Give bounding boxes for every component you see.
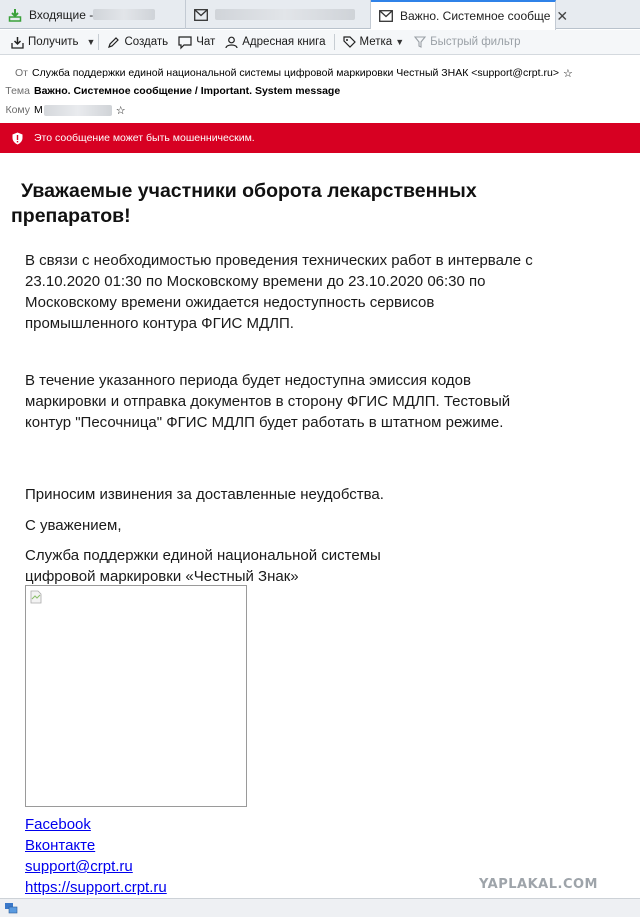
to-value[interactable]: M (34, 104, 43, 116)
toolbar-divider (98, 34, 99, 50)
paragraph-unavailable: В течение указанного периода будет недоступна эмиссия кодов маркировки и отправка документов в сторону ФГИС МДЛП. Тестовый контур "Песочница" ФГИС МДЛП будет работать в штатном режиме. (25, 372, 511, 431)
broken-image-icon (30, 590, 42, 604)
paragraph-apology: Приносим извинения за доставленные неудобства. (25, 486, 384, 503)
tab-inbox[interactable] (0, 0, 186, 29)
tag-icon (343, 36, 356, 49)
from-label: От (15, 67, 28, 79)
address-book-button[interactable]: Адресная книга (220, 32, 330, 53)
from-value[interactable]: Служба поддержки единой национальной системы цифровой маркировки Честный ЗНАК <support@crpt.ru> (32, 67, 559, 79)
watermark: YAPLAKAL.COM (479, 877, 598, 892)
chevron-down-icon[interactable]: ▼ (86, 37, 96, 47)
tab-message-active-label: Важно. Системное сообще (400, 9, 551, 23)
tab-message-2[interactable] (186, 0, 371, 29)
message-header (0, 56, 640, 122)
link-vkontakte[interactable]: Вконтакте (25, 837, 96, 854)
scam-warning-text: Это сообщение может быть мошенническим. (34, 132, 255, 144)
star-icon[interactable]: ☆ (562, 67, 573, 80)
get-messages-button[interactable]: Получить (6, 32, 84, 53)
subject-label: Тема (5, 85, 30, 97)
tag-button[interactable]: Метка ▼ (338, 32, 410, 53)
subject-row (0, 81, 340, 101)
inbox-icon (8, 8, 22, 22)
filter-icon (414, 36, 426, 48)
link-facebook[interactable]: Facebook (25, 816, 91, 833)
to-row (0, 100, 126, 120)
chat-button[interactable]: Чат (173, 32, 220, 53)
links-list (25, 814, 167, 898)
link-support-site[interactable]: https://support.crpt.ru (25, 879, 167, 896)
from-row (0, 63, 573, 83)
redacted-subject (215, 9, 355, 20)
download-icon (11, 36, 24, 49)
tab-bar (0, 0, 640, 29)
message-heading: Уважаемые участники оборота лекарственных препаратов! (11, 180, 477, 227)
paragraph-regards: С уважением, (25, 517, 122, 534)
redacted-recipient (44, 105, 112, 116)
shield-warning-icon (12, 132, 23, 145)
envelope-icon (194, 8, 208, 22)
quick-filter-button[interactable]: Быстрый фильтр (409, 32, 525, 53)
close-icon[interactable]: ✕ (556, 7, 569, 24)
subject-value: Важно. Системное сообщение / Important. System message (34, 85, 341, 97)
pencil-icon (107, 36, 120, 49)
compose-button[interactable]: Создать (102, 32, 173, 53)
main-toolbar (0, 30, 640, 55)
scam-warning-bar (0, 123, 640, 153)
to-label: Кому (5, 104, 30, 116)
chat-icon (178, 36, 192, 49)
chevron-down-icon: ▼ (395, 37, 405, 47)
toolbar-divider (334, 34, 335, 50)
contacts-icon (225, 36, 238, 49)
connection-icon (4, 902, 18, 914)
paragraph-maintenance: В связи с необходимостью проведения технических работ в интервале с 23.10.2020 01:30 по Московскому времени до 23.10.2020 06:30 по Московскому времени ожидается недоступность сервисов промышленного контура ФГИС МДЛП. (25, 252, 533, 332)
tab-message-active[interactable] (371, 0, 569, 30)
message-body (0, 153, 640, 898)
star-icon[interactable]: ☆ (115, 104, 126, 117)
paragraph-signature: Служба поддержки единой национальной системы цифровой маркировки «Честный Знак» (25, 547, 381, 585)
status-bar (0, 898, 640, 917)
broken-image (25, 585, 247, 807)
envelope-icon (379, 9, 393, 23)
redacted-account (93, 9, 155, 20)
tab-inbox-label: Входящие - (29, 7, 94, 22)
link-support-email[interactable]: support@crpt.ru (25, 858, 133, 875)
